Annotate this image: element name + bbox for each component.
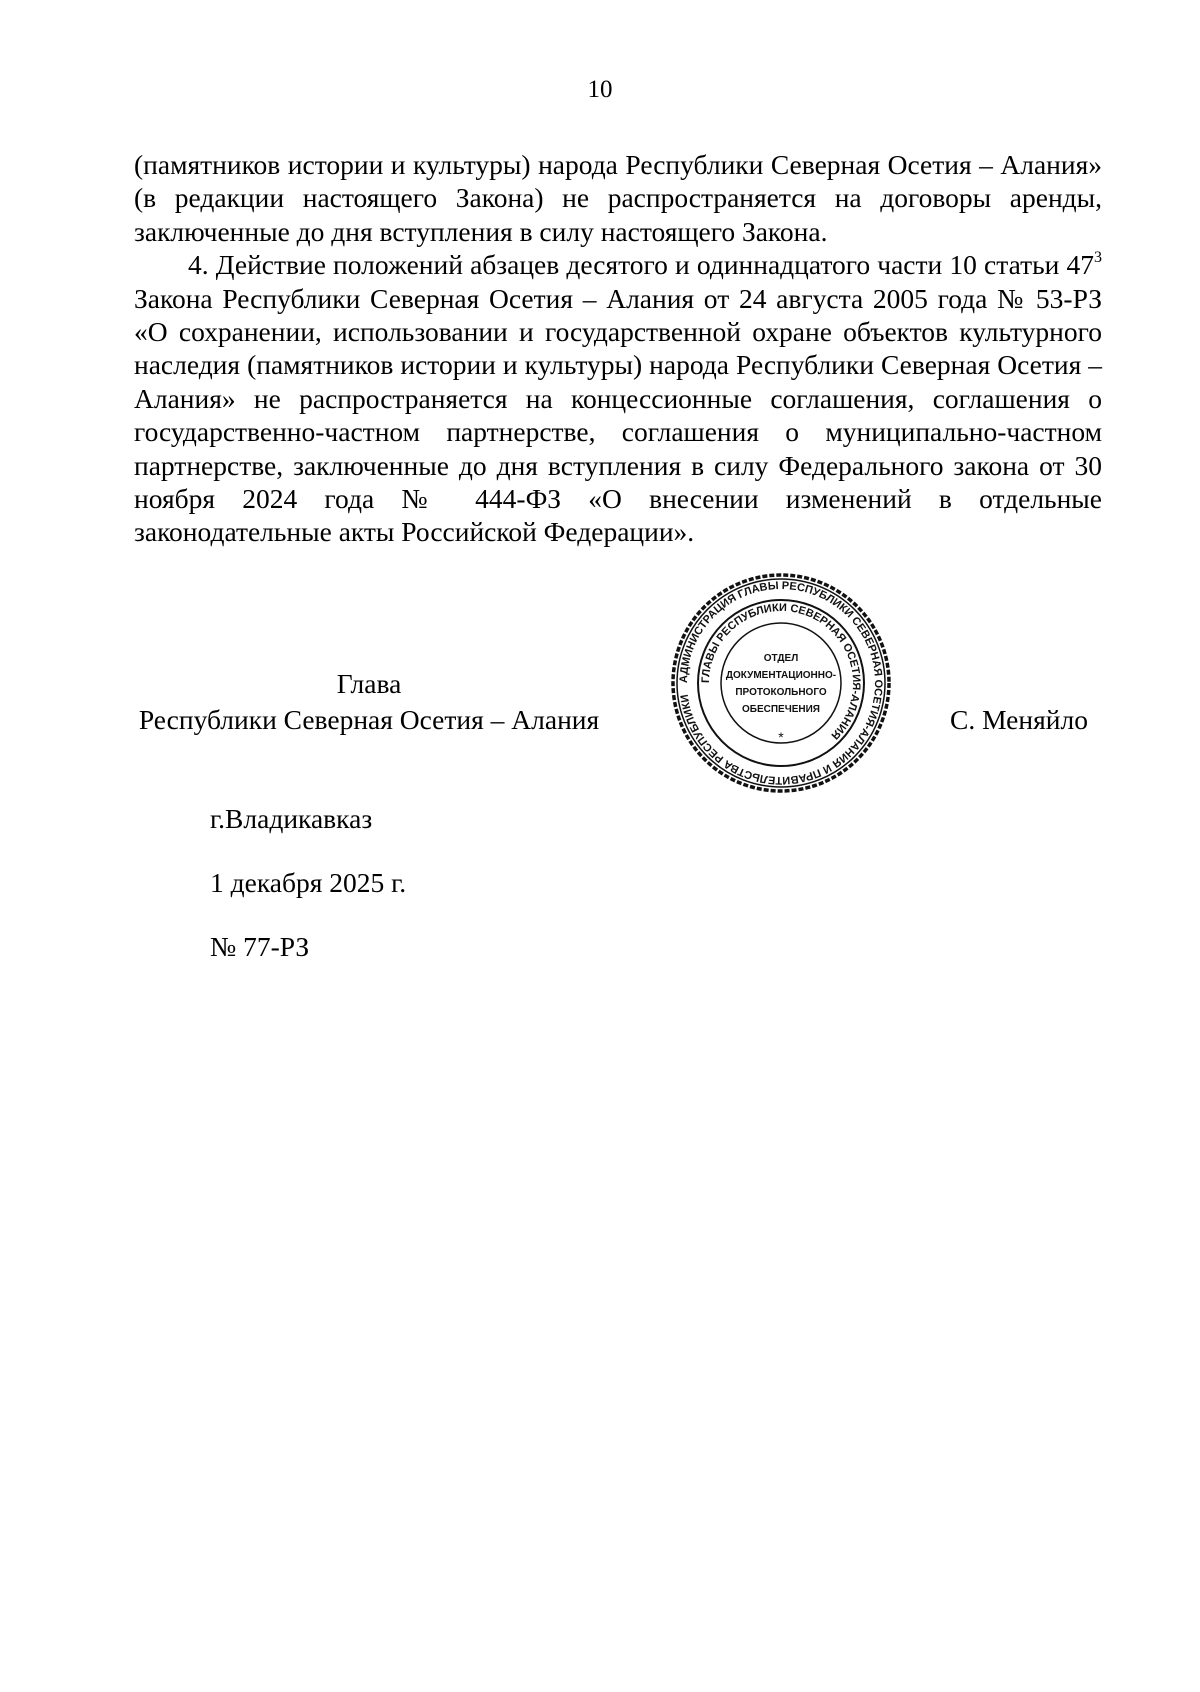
official-seal-stamp <box>670 572 892 794</box>
signing-date: 1 декабря 2025 г. <box>210 867 407 898</box>
paragraph-continuation: (памятников истории и культуры) народа Республики Северная Осетия – Алания» (в редакции настоящего Закона) не распространяется на договоры аренды, заключенные до дня вступления в силу настоящего Закона. <box>134 149 1102 247</box>
seal-center-line-3: ПРОТОКОЛЬНОГО <box>735 687 827 698</box>
signatory-title-line1: Глава <box>336 668 402 699</box>
article-superscript: 3 <box>1094 249 1102 267</box>
paragraph-4-start: 4. Действие положений абзацев десятого и одиннадцатого части 10 статьи 47 <box>188 249 1094 281</box>
seal-inner-text: ГЛАВЫ РЕСПУБЛИКИ СЕВЕРНАЯ ОСЕТИЯ-АЛАНИЯ <box>699 601 863 742</box>
signatory-name: С. Меняйло <box>950 704 1088 735</box>
seal-center-line-1: ОТДЕЛ <box>763 653 799 664</box>
signatory-title-line2: Республики Северная Осетия – Алания <box>138 704 600 735</box>
seal-center-line-4: ОБЕСПЕЧЕНИЯ <box>741 704 821 715</box>
seal-center-line-2: ДОКУМЕНТАЦИОННО- <box>725 670 837 681</box>
seal-outer-text: АДМИНИСТРАЦИЯ ГЛАВЫ РЕСПУБЛИКИ СЕВЕРНАЯ ОСЕТИЯ-АЛАНИЯ И ПРАВИТЕЛЬСТВА РЕСПУБЛИКИ <box>677 579 885 787</box>
seal-star-icon: * <box>778 729 784 745</box>
paragraph-4-rest: Закона Республики Северная Осетия – Алания от 24 августа 2005 года № 53-РЗ «О сохранении, использовании и государственной охране объектов культурного наследия (памятников истории и культуры) народа Республики Северная Осетия – Алания» не распространяется на концессионные соглашения, соглашения о государственно-частном партнерстве, соглашения о муниципально-частном партнерстве, заключенные до дня вступления в силу Федерального закона от 30 ноября 2024 года № 444-ФЗ «О внесении изменений в отдельные законодательные акты Российской Федерации». <box>134 282 1102 548</box>
place-of-signing: г.Владикавказ <box>210 803 373 834</box>
page-number: 10 <box>587 76 613 103</box>
law-body-text <box>134 148 1102 549</box>
law-number: № 77-РЗ <box>210 931 310 962</box>
signatory-title <box>134 666 604 738</box>
paragraph-4 <box>134 248 1102 549</box>
